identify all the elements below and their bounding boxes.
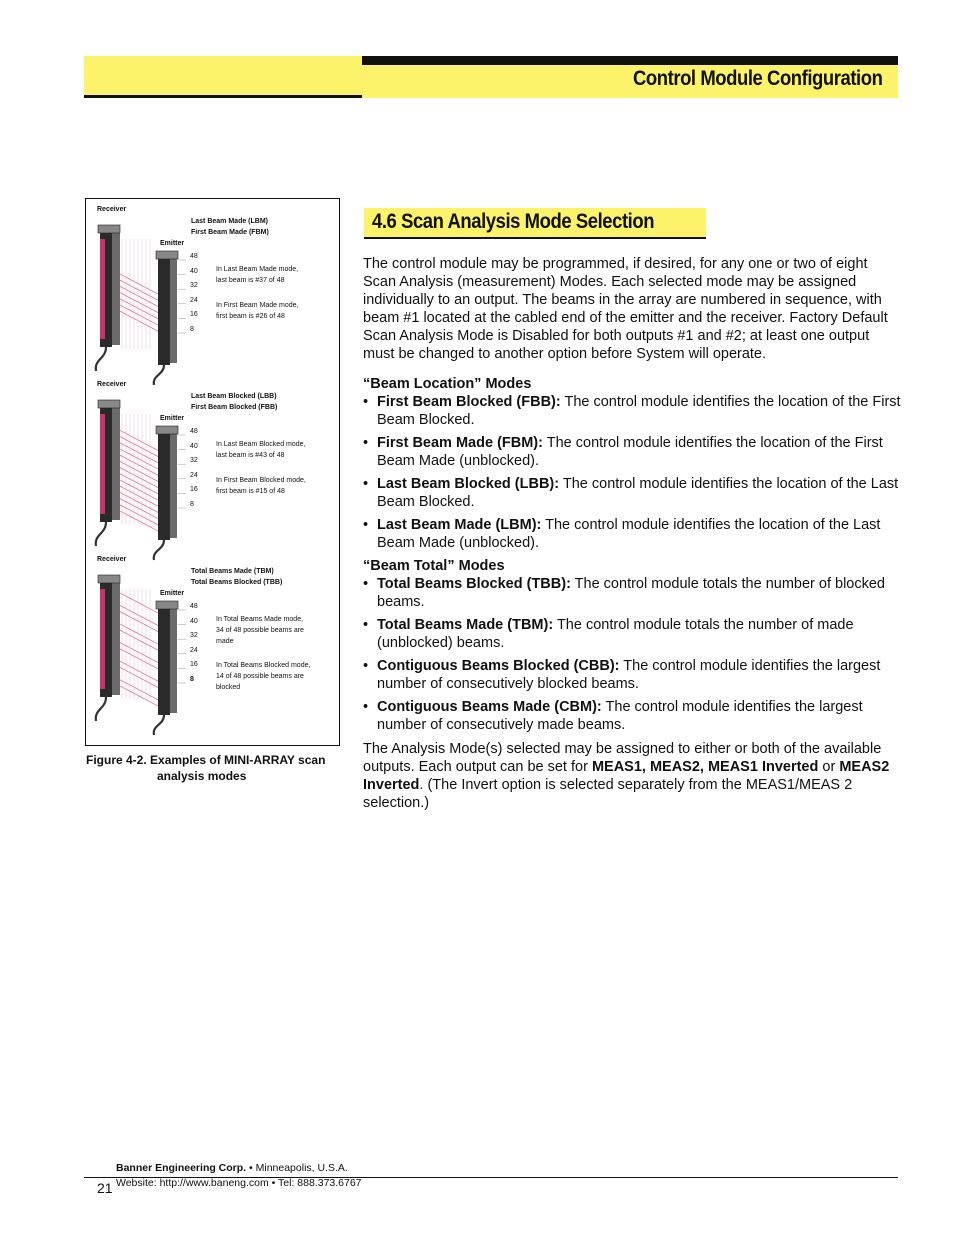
receiver-side bbox=[112, 583, 120, 695]
term-lbm: Last Beam Made (LBM): bbox=[377, 517, 542, 533]
list-item bbox=[363, 698, 903, 734]
note-1-line-1: In Last Beam Blocked mode, bbox=[216, 441, 306, 448]
receiver-side bbox=[112, 233, 120, 345]
closing-text-c: . (The Invert option is selected separately from the MEAS1/MEAS 2 selection.) bbox=[363, 777, 853, 811]
emitter-cable bbox=[154, 540, 164, 560]
mode-label-2: First Beam Made (FBM) bbox=[191, 229, 269, 236]
light-beam bbox=[120, 624, 158, 644]
emitter-cable bbox=[154, 715, 164, 735]
desc-lbm: The control module identifies the location of the Last Beam Made (unblocked). bbox=[377, 517, 881, 551]
beam-number: 32 bbox=[190, 632, 198, 640]
beam-number: 8 bbox=[190, 326, 194, 333]
term-cbm: Contiguous Beams Made (CBM): bbox=[377, 699, 602, 715]
beam-number: 24 bbox=[190, 296, 198, 304]
receiver-cable bbox=[96, 697, 106, 721]
light-beam bbox=[120, 474, 158, 494]
closing-or: or bbox=[818, 759, 840, 775]
footer-company bbox=[116, 1162, 348, 1174]
list-item bbox=[363, 393, 903, 429]
beam-number: 24 bbox=[190, 471, 198, 479]
mode-label-2: First Beam Blocked (FBB) bbox=[191, 404, 278, 411]
term-fbm: First Beam Made (FBM): bbox=[377, 435, 543, 451]
header-rule-right bbox=[362, 56, 898, 65]
mode-label-1: Last Beam Blocked (LBB) bbox=[191, 393, 277, 400]
receiver-lens bbox=[100, 239, 105, 339]
light-beam bbox=[120, 430, 158, 450]
header-band-left bbox=[84, 56, 362, 96]
beam-number: 32 bbox=[190, 457, 198, 465]
list-item bbox=[363, 475, 903, 511]
emitter-cap bbox=[156, 251, 178, 259]
light-beam bbox=[120, 293, 158, 313]
receiver-side bbox=[112, 408, 120, 520]
term-fbb: First Beam Blocked (FBB): bbox=[377, 394, 561, 410]
light-beam bbox=[120, 305, 158, 325]
desc-fbm: The control module identifies the location of the First Beam Made (unblocked). bbox=[377, 435, 883, 469]
light-beam bbox=[120, 443, 158, 463]
beam-number: 48 bbox=[190, 428, 198, 435]
closing-paragraph bbox=[363, 740, 903, 812]
closing-bold-2: MEAS2 Inverted bbox=[363, 759, 890, 793]
emitter-side bbox=[170, 259, 177, 363]
list-item bbox=[363, 434, 903, 470]
desc-lbb: The control module identifies the location of the Last Beam Blocked. bbox=[377, 476, 899, 510]
section-title: 4.6 Scan Analysis Mode Selection bbox=[372, 210, 655, 233]
light-beam bbox=[120, 468, 158, 488]
light-beam bbox=[120, 499, 158, 519]
light-beam bbox=[120, 680, 158, 700]
emitter-housing bbox=[158, 605, 170, 715]
mode-label-1: Last Beam Made (LBM) bbox=[191, 218, 269, 225]
light-beam bbox=[120, 286, 158, 306]
light-beam bbox=[120, 505, 158, 525]
beam-location-list bbox=[363, 393, 903, 552]
beam-number: 40 bbox=[190, 267, 198, 275]
note-1-line-3: made bbox=[216, 638, 234, 645]
receiver-cable bbox=[96, 347, 106, 371]
light-beam bbox=[120, 630, 158, 650]
header-rule-left bbox=[84, 95, 362, 98]
emitter-label: Emitter bbox=[160, 415, 185, 422]
beam-number: 40 bbox=[190, 442, 198, 450]
note-1-line-2: last beam is #37 of 48 bbox=[216, 277, 285, 284]
emitter-housing bbox=[158, 255, 170, 365]
term-tbm: Total Beams Made (TBM): bbox=[377, 617, 554, 633]
light-beam bbox=[120, 492, 158, 512]
light-beam bbox=[120, 437, 158, 457]
beam-number: 32 bbox=[190, 282, 198, 290]
page-header-title: Control Module Configuration bbox=[632, 67, 882, 90]
receiver-label: Receiver bbox=[97, 556, 127, 563]
light-beam bbox=[120, 643, 158, 663]
desc-cbb: The control module identifies the largest number of consecutively blocked beams. bbox=[377, 658, 881, 692]
receiver-cap bbox=[98, 575, 120, 583]
footer-website: Website: http://www.baneng.com • Tel: 888.373.6767 bbox=[116, 1177, 362, 1189]
beam-number: 48 bbox=[190, 253, 198, 260]
emitter-cap bbox=[156, 601, 178, 609]
desc-fbb: The control module identifies the location of the First Beam Blocked. bbox=[377, 394, 901, 428]
beam-number: 8 bbox=[190, 676, 194, 683]
note-2-line-2: first beam is #26 of 48 bbox=[216, 313, 285, 320]
list-item bbox=[363, 616, 903, 652]
list-item bbox=[363, 657, 903, 693]
desc-tbm: The control module totals the number of made (unblocked) beams. bbox=[377, 617, 854, 651]
receiver-label: Receiver bbox=[97, 206, 127, 213]
closing-bold-1: MEAS1, MEAS2, MEAS1 Inverted bbox=[591, 759, 819, 775]
term-lbb: Last Beam Blocked (LBB): bbox=[377, 476, 560, 492]
term-cbb: Contiguous Beams Blocked (CBB): bbox=[377, 658, 620, 674]
note-2-line-3: blocked bbox=[216, 684, 241, 691]
closing-text-a: The Analysis Mode(s) selected may be assigned to either or both of the available outputs. Each output can be set for bbox=[363, 741, 882, 775]
mode-label-2: Total Beams Blocked (TBB) bbox=[191, 579, 283, 586]
emitter-side bbox=[170, 434, 177, 538]
figure-caption-line1: Figure 4-2. Examples of MINI-ARRAY scan bbox=[86, 753, 326, 767]
receiver-cap bbox=[98, 225, 120, 233]
light-beam bbox=[120, 511, 158, 531]
note-1-line-2: 34 of 48 possible beams are bbox=[216, 627, 304, 634]
beam-total-list bbox=[363, 575, 903, 734]
note-2-line-2: first beam is #15 of 48 bbox=[216, 488, 285, 495]
light-beam bbox=[120, 449, 158, 469]
light-beam bbox=[120, 486, 158, 506]
desc-cbm: The control module identifies the largest number of consecutively made beams. bbox=[377, 699, 863, 733]
light-beam bbox=[120, 686, 158, 706]
light-beam bbox=[120, 661, 158, 681]
beam-number: 16 bbox=[190, 311, 198, 319]
receiver-label: Receiver bbox=[97, 381, 127, 388]
beam-number: 24 bbox=[190, 646, 198, 654]
desc-tbb: The control module totals the number of blocked beams. bbox=[377, 576, 885, 610]
light-beam bbox=[120, 299, 158, 319]
light-beam bbox=[120, 667, 158, 687]
note-1-line-1: In Last Beam Made mode, bbox=[216, 266, 299, 273]
emitter-label: Emitter bbox=[160, 240, 185, 247]
beam-number: 16 bbox=[190, 486, 198, 494]
light-beam bbox=[120, 480, 158, 500]
section-body bbox=[363, 255, 903, 812]
light-beam bbox=[120, 461, 158, 481]
light-beam bbox=[120, 280, 158, 300]
light-beam bbox=[120, 593, 158, 613]
emitter-cable bbox=[154, 365, 164, 385]
light-beam bbox=[120, 605, 158, 625]
term-tbb: Total Beams Blocked (TBB): bbox=[377, 576, 571, 592]
light-beam bbox=[120, 455, 158, 475]
figure-caption bbox=[86, 752, 356, 784]
emitter-label: Emitter bbox=[160, 590, 185, 597]
beam-number: 8 bbox=[190, 501, 194, 508]
emitter-cap bbox=[156, 426, 178, 434]
note-2-line-1: In First Beam Made mode, bbox=[216, 302, 299, 309]
beam-number: 40 bbox=[190, 617, 198, 625]
note-1-line-1: In Total Beams Made mode, bbox=[216, 616, 304, 623]
emitter-side bbox=[170, 609, 177, 713]
beam-location-heading: “Beam Location” Modes bbox=[363, 376, 532, 392]
light-beam bbox=[120, 612, 158, 632]
intro-paragraph: The control module may be programmed, if desired, for any one or two of eight Scan Analysis (measurement) Modes. Each selected mode may be assigned individually to an output. The beams in the array are numbered in sequence, with beam #1 located at the cabled end of the emitter and the receiver. Factory Default Scan Analysis Mode is Disabled for both outputs #1 and #2; at least one output must be changed to another option before System will operate. bbox=[363, 256, 888, 362]
list-item bbox=[363, 516, 903, 552]
note-2-line-1: In Total Beams Blocked mode, bbox=[216, 662, 311, 669]
page-number: 21 bbox=[97, 1180, 113, 1196]
receiver-lens bbox=[100, 589, 105, 689]
mode-label-1: Total Beams Made (TBM) bbox=[191, 568, 274, 575]
light-beam bbox=[120, 311, 158, 331]
footer-company-name: Banner Engineering Corp. bbox=[116, 1162, 247, 1174]
light-beam bbox=[120, 274, 158, 294]
receiver-lens bbox=[100, 414, 105, 514]
note-2-line-1: In First Beam Blocked mode, bbox=[216, 477, 306, 484]
note-2-line-2: 14 of 48 possible beams are bbox=[216, 673, 304, 680]
beam-number: 48 bbox=[190, 603, 198, 610]
figure-caption-line2: analysis modes bbox=[157, 769, 247, 783]
note-1-line-2: last beam is #43 of 48 bbox=[216, 452, 285, 459]
beam-total-heading: “Beam Total” Modes bbox=[363, 558, 505, 574]
light-beam bbox=[120, 649, 158, 669]
receiver-cap bbox=[98, 400, 120, 408]
emitter-housing bbox=[158, 430, 170, 540]
receiver-cable bbox=[96, 522, 106, 546]
footer-location: • Minneapolis, U.S.A. bbox=[246, 1162, 348, 1174]
list-item bbox=[363, 575, 903, 611]
beam-number: 16 bbox=[190, 661, 198, 669]
